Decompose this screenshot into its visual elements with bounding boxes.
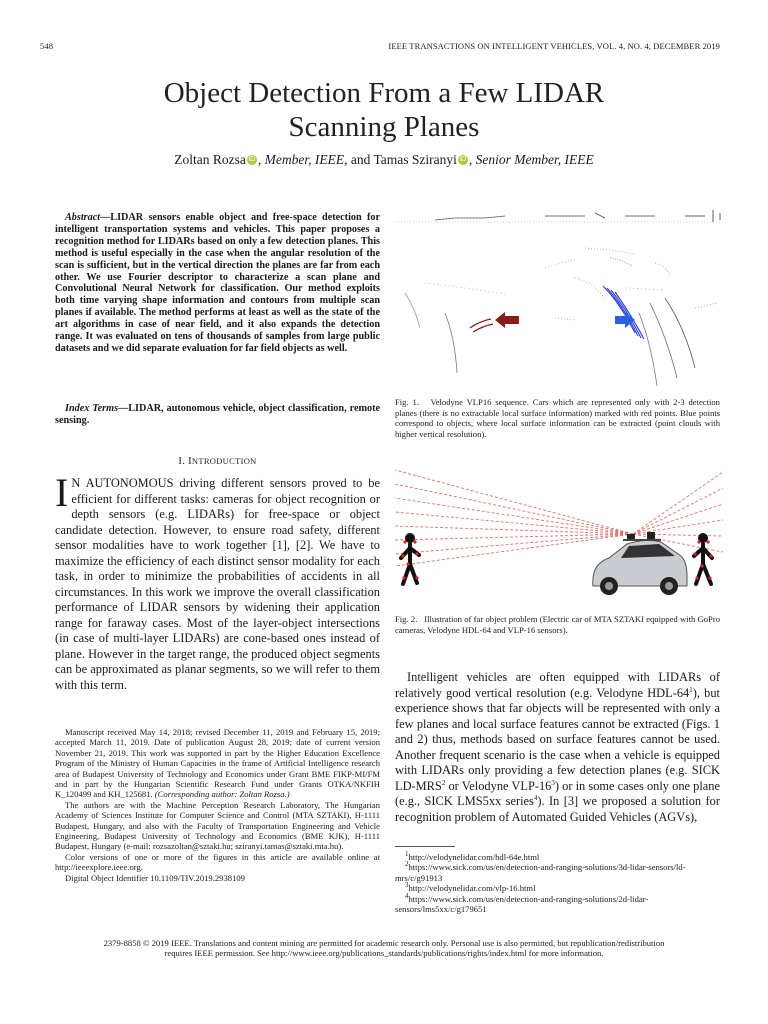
body-text: Intelligent vehicles are often equipped with LIDARs of relatively good vertical resolution (e.g. Velodyne HDL-64 <box>395 670 720 700</box>
author-2: Tamas Sziranyi <box>373 152 457 167</box>
title-line-1: Object Detection From a Few LIDAR <box>163 77 605 109</box>
footnote-ref[interactable]: 3 <box>551 778 555 787</box>
manuscript-note <box>55 727 380 883</box>
red-far-object-points <box>470 319 493 332</box>
figure-1-caption-text: Velodyne VLP16 sequence. Cars which are represented only with 2-3 detection planes (there is no extractable local surface information) marked with red points. Blue points correspond to objects, where local surface information can be extracted (point clouds with higher vertical resolution). <box>395 397 720 439</box>
red-arrow-icon <box>495 312 519 328</box>
section-heading <box>0 456 435 467</box>
figure-2-caption-text: Illustration of far object problem (Electric car of MTA SZTAKI equipped with GoPro cameras, Velodyne HDL-64 and VLP-16 sensors). <box>395 614 720 635</box>
figure-1-lidar-scan <box>395 208 723 390</box>
footnote-rule <box>395 846 455 847</box>
affiliation-note: The authors are with the Machine Perception Research Laboratory, The Hungarian Academy of Sciences Institute for Computer Science and Control (MTA SZTAKI), H-1111 Budapest, Hungary, and also with the Faculty of Transportation Engineering and Vehicle Engineering, Budapest University of Technology and Economics (BME KJK), H-1111 Budapest, Hungary (e-mail: rozsazoltan@sztaki.hu; sziranyi.tamas@sztaki.mta.hu). <box>55 799 380 852</box>
figure-1-label: Fig. 1. <box>395 397 419 407</box>
body-text: ), but experience shows that far objects will be represented with only a few planes and local surface features cannot be extracted (Figs. 1 and 2) thus, methods based on surface features cannot be used. Another frequent scenario is the case when a vehicle is equipped with LIDARs only providing a few detection planes (e.g. SICK LD-MRS <box>395 685 721 793</box>
footnote-ref[interactable]: 2 <box>441 778 446 787</box>
page-number: 548 <box>40 41 54 51</box>
intro-text: driving different sensors proved to be efficient for different tasks: cameras for object recognition or depth sensors (e.g. LIDARs) for free-space or object candidate detection. However, to ensure road safety, different sensor modalities have to work together [1], [2]. We have to maximize the efficiency of each distinct sensor modality for each task, in order to minimize the probabilities of accidents in all circumstances. In this work we improve the overall classification performance of LIDAR sensors by widening their application range for faraway cases. Most of the layer-object intersections (in case of multi-layer LIDARs) are cone-based ones instead of plane. However in the target range, the produced object segments can be approximated as planar segments, so we will refer to them with this term. <box>55 476 380 692</box>
doi-note: Digital Object Identifier 10.1109/TIV.2019.2938109 <box>65 872 245 883</box>
footnotes <box>395 852 720 914</box>
index-terms-text: LIDAR, autonomous vehicle, object classification, remote sensing. <box>55 403 380 426</box>
footnote-ref[interactable]: 1 <box>689 685 693 694</box>
figure-2-label: Fig. 2. <box>395 614 418 624</box>
color-versions-note: Color versions of one or more of the figures in this article are available online at http://ieeexplore.ieee.org. <box>55 851 380 873</box>
footnote-1: $^1$http://velodynelidar.com/hdl-64e.html <box>405 850 540 862</box>
footnote-3: $^3$http://velodynelidar.com/vlp-16.html <box>405 881 536 894</box>
paper-title <box>0 76 768 144</box>
index-terms: Index Terms—LIDAR, autonomous vehicle, object classification, remote sensing. <box>55 403 380 426</box>
title-line-2: Scanning Planes <box>288 111 480 143</box>
body-text: ) or in some cases only one plane (e.g., SICK LMS5xx series <box>395 778 720 808</box>
copyright-line-1: 2379-8858 © 2019 IEEE. Translations and content mining are permitted for academic research only. Personal use is also permitted, but republication/redistribution <box>103 938 665 948</box>
section-title-rest: NTRODUCTION <box>191 456 257 466</box>
pedestrian-left <box>401 533 419 584</box>
scan-background-points <box>395 210 723 386</box>
section-title-first: I <box>188 456 192 467</box>
orcid-icon[interactable]: iD <box>459 156 467 163</box>
drop-cap: I <box>55 470 69 515</box>
electric-car <box>593 532 687 595</box>
manuscript-received: Manuscript received May 14, 2018; revised December 11, 2019 and February 15, 2019; accepted March 11, 2019. Date of publication August 28, 2019; date of current version November 21, 2019. This work was supported in part by the Higher Education Excellence Program of the Ministry of Human Capacities in the frame of Artificial Intelligence research area of Budapest University of Technology and Economics under Grant BME FIKP-MI/FM and in part by the Hungarian Scientific Research Fund under Grants OTKA/NKFIH K_120499 and KH_125681. <box>55 727 380 800</box>
journal-header: IEEE TRANSACTIONS ON INTELLIGENT VEHICLES, VOL. 4, NO. 4, DECEMBER 2019 <box>388 41 720 51</box>
author-line <box>0 152 768 168</box>
orcid-icon[interactable]: iD <box>248 156 256 163</box>
right-body-paragraph <box>395 670 720 825</box>
section-numeral: I. <box>178 456 186 467</box>
copyright-notice <box>30 938 738 959</box>
footnote-4: $^4$https://www.sick.com/us/en/detection-and-ranging-solutions/2d-lidar-sensors/lms5xx/c/g179651 <box>395 891 649 915</box>
footnote-2: $^2$https://www.sick.com/us/en/detection-and-ranging-solutions/3d-lidar-sensors/ld-mrs/c/g91913 <box>395 860 686 883</box>
author-1: Zoltan Rozsa <box>174 152 246 167</box>
figure-2-caption <box>395 614 720 635</box>
figure-1-caption <box>395 397 720 439</box>
blue-near-object-points <box>603 286 644 339</box>
author-2-role: , Senior Member, IEEE <box>468 152 594 167</box>
abstract-text: LIDAR sensors enable object and free-space detection for intelligent transportation systems and vehicles. This paper proposes a recognition method for LIDARs based on only a few detection planes. This method is useful especially in the case when the angular resolution of the scan is sufficient, but in the vertical direction the planes are far from each other. We use Fourier descriptor to characterize a scan plane and Convolutional Neural Network for classification. Our method exploits both time varying shape information and contours from multiple scan planes if available. The method performs at least as well as the state of the art algorithms in case of near field, and it also expands the detection range. It was evaluated on tens of thousands of samples from large public datasets and we did separate evaluation for far field objects as well. <box>55 212 380 354</box>
body-text: or Velodyne VLP-16 <box>445 778 552 793</box>
copyright-line-2: requires IEEE permission. See http://www.ieee.org/publications_standards/publications/rights/index.html for more information. <box>164 948 604 959</box>
corresponding-author: (Corresponding author: Zoltan Rozsa.) <box>154 789 290 800</box>
pedestrian-right <box>694 533 712 584</box>
author-conjunction: and <box>347 152 374 167</box>
intro-paragraph <box>55 470 380 693</box>
abstract-label: Abstract <box>65 212 101 223</box>
author-1-role: , Member, IEEE, <box>257 152 348 167</box>
intro-first-word: N AUTONOMOUS <box>71 476 174 490</box>
figure-2-illustration <box>395 458 723 602</box>
footnote-ref[interactable]: 4 <box>533 793 538 802</box>
body-text: ). In [3] we proposed a solution for recognition problem of Automated Guided Vehicles (AGVs), <box>395 794 720 824</box>
index-terms-label: Index Terms <box>65 403 119 414</box>
abstract: Abstract—LIDAR sensors enable object and free-space detection for intelligent transportation systems and vehicles. This paper proposes a recognition method for LIDARs based on only a few detection planes. This method is useful especially in the case when the angular resolution of the scan is sufficient, but in the vertical direction the planes are far from each other. We use Fourier descriptor to characterize a scan plane and Convolutional Neural Network for classification. Our method exploits both time varying shape information and contours from multiple scan planes if available. The method performs at least as well as the state of the art algorithms in case of near field, and it also expands the detection range. It was evaluated on tens of thousands of samples from large public datasets and we did separate evaluation for far field objects as well. <box>55 212 380 354</box>
